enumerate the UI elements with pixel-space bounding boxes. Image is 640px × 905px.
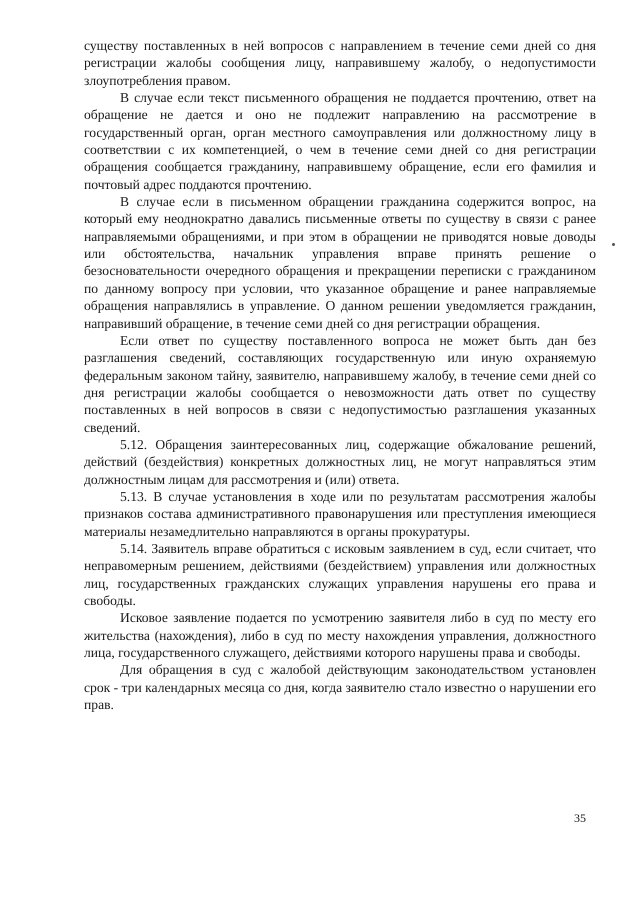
paragraph-deadline: Для обращения в суд с жалобой действующим законодательством установлен срок - три календарных месяца со дня, когда заявителю стало известно о нарушении его прав.	[84, 662, 596, 713]
paragraph-continuation: существу поставленных в ней вопросов с направлением в течение семи дней со дня регистрации жалобы сообщения лицу, направившему жалобу, о недопустимости злоупотребления правом.	[84, 38, 596, 88]
paragraph-5-14: 5.14. Заявитель вправе обратиться с исковым заявлением в суд, если считает, что неправомерным решением, действиями (бездействием) управления или должностных лиц, государственных гражданских служащих управления нарушены его права и свободы.	[84, 540, 596, 608]
paragraph-5-12: 5.12. Обращения заинтересованных лиц, содержащие обжалование решений, действий (бездействия) конкретных должностных лиц, не могут направляться этим должностным лицам для рассмотрения и (или) ответа.	[84, 436, 596, 487]
body-text	[84, 37, 596, 713]
paragraph-5-13: 5.13. В случае установления в ходе или по результатам рассмотрения жалобы признаков состава административного правонарушения или преступления имеющиеся материалы незамедлительно направляются в органы прокуратуры.	[84, 488, 596, 539]
paragraph-repeated-appeal: В случае если в письменном обращении гражданина содержится вопрос, на который ему неоднократно давались письменные ответы по существу в связи с ранее направляемыми обращениями, и при этом в обращении не приводятся новые доводы или обстоятельства, начальник управления вправе принять решение о безосновательности очередного обращения и прекращении переписки с гражданином по данному вопросу при условии, что указанное обращение и ранее направляемые обращения направлялись в управление. О данном решении уведомляется гражданин, направивший обращение, в течение семи дней со дня регистрации обращения.	[84, 194, 596, 331]
paragraph-illegible-text: В случае если текст письменного обращения не поддается прочтению, ответ на обращение не дается и оно не подлежит направлению на рассмотрение в государственный орган, орган местного самоуправления или должностному лицу в соответствии с их компетенцией, о чем в течение семи дней со дня регистрации обращения сообщается гражданину, направившему обращение, если его фамилия и почтовый адрес поддаются прочтению.	[84, 90, 596, 192]
scan-speck	[612, 243, 615, 246]
paragraph-lawsuit-venue: Исковое заявление подается по усмотрению заявителя либо в суд по месту его жительства (нахождения), либо в суд по месту нахождения управления, должностного лица, государственного служащего, действиями которого нарушены права и свободы.	[84, 610, 596, 661]
page-number: 35	[574, 811, 586, 825]
paragraph-state-secret: Если ответ по существу поставленного вопроса не может быть дан без разглашения сведений, составляющих государственную или иную охраняемую федеральным законом тайну, заявителю, направившему жалобу, в течение семи дней со дня регистрации жалобы сообщается о невозможности дать ответ по существу поставленных в ней вопросов в связи с недопустимостью разглашения указанных сведений.	[84, 332, 596, 435]
